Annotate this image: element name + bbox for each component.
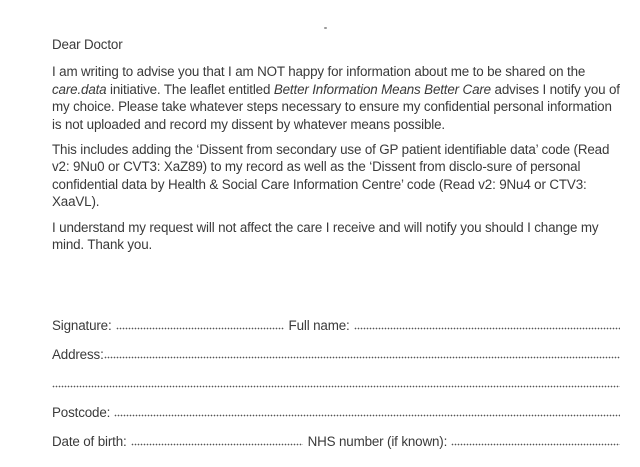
paragraph-dissent-request [52,63,620,133]
dob-label: Date of birth: [52,434,127,449]
para1-text-b: initiative. The leaflet entitled [106,81,274,97]
para1-text-a: I am writing to advise you that I am NOT happy for information about me to be shared on the [52,64,586,80]
paragraph-read-codes: This includes adding the ‘Dissent from secondary use of GP patient identifiable data’ code (Read v2: 9Nu0 or CVT3: XaZ89) to my record as well as the ‘Dissent from disclo-sure of personal confidential data by Health & Social Care Information Centre’ code (Read v2: 9Nu4 or CTV3: XaaVL). [52,142,610,210]
signature-field[interactable] [116,327,284,330]
letter-body [52,36,620,261]
salutation: Dear Doctor [52,37,123,52]
nhs-number-field[interactable] [451,443,620,446]
leaflet-title: Better Information Means Better Care [273,81,491,97]
details-form [52,316,620,461]
address-label: Address: [52,347,104,362]
postcode-label: Postcode: [52,405,111,420]
row-address [52,345,620,362]
dob-field[interactable] [131,443,303,446]
signature-label: Signature: [52,318,112,333]
paragraph-closing: I understand my request will not affect the care I receive and will notify you should I change my mind. Thank you. [52,219,599,253]
scan-speck [324,27,327,29]
address-field-line-1[interactable] [104,356,620,359]
para1-text-c: advises I notify you of my choice. Please take whatever steps necessary to ensure my confidential personal information is not uploaded and record my dissent by whatever means possible. [52,81,620,132]
nhs-number-label: NHS number (if known): [307,434,448,449]
row-postcode [52,403,620,420]
full-name-label: Full name: [288,318,350,333]
row-dob-nhs [52,432,620,449]
care-data-term: care.data [52,81,107,97]
row-signature-name [52,316,620,333]
address-field-line-2[interactable] [52,385,620,388]
full-name-field[interactable] [354,327,620,330]
postcode-field[interactable] [114,414,620,417]
row-address-2 [52,374,620,391]
